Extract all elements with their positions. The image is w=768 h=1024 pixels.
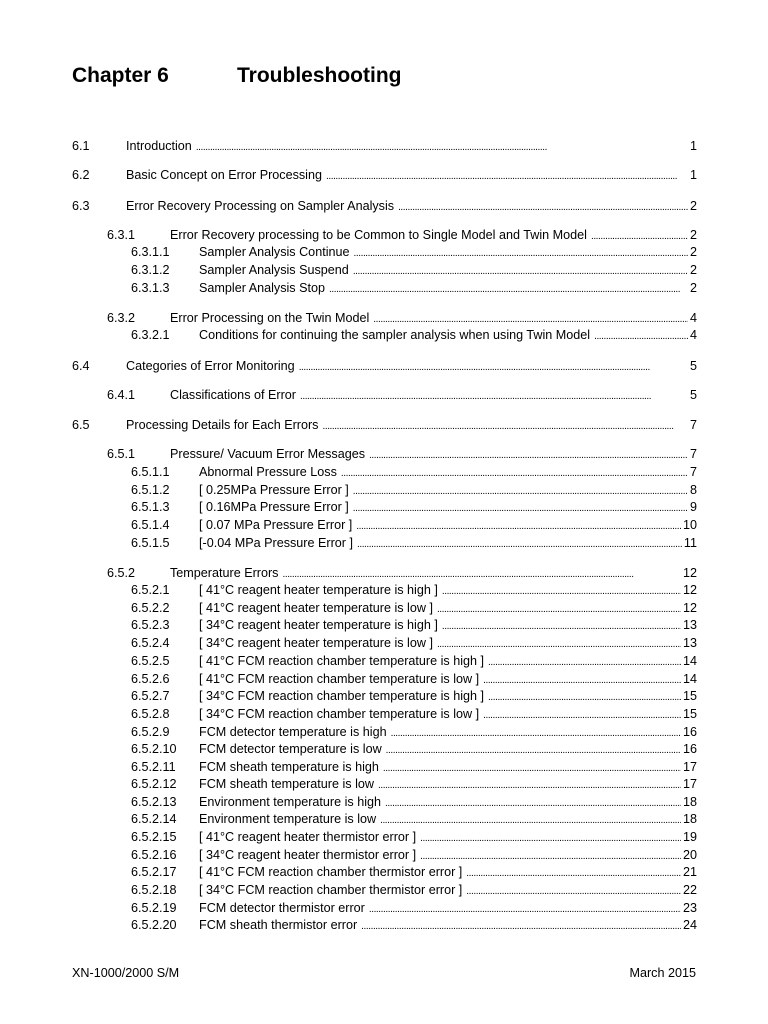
toc-title: [ 34°C reagent heater temperature is high ] <box>199 618 438 632</box>
toc-dot-leader <box>341 464 688 482</box>
toc-page-number: 18 <box>682 812 697 826</box>
toc-number: 6.5.2.5 <box>131 654 170 668</box>
toc-entry[interactable] <box>107 446 697 462</box>
toc-title: Error Processing on the Twin Model <box>170 311 370 325</box>
toc-title: [ 0.25MPa Pressure Error ] <box>199 483 349 497</box>
toc-number: 6.5.2.6 <box>131 672 170 686</box>
chapter-title: Troubleshooting <box>237 64 402 87</box>
toc-number: 6.3 <box>72 199 90 213</box>
toc-number: 6.5.2 <box>107 566 136 580</box>
toc-page-number: 17 <box>682 760 697 774</box>
toc-dot-leader <box>442 617 681 635</box>
toc-number: 6.3.1 <box>107 228 136 242</box>
toc-title: FCM sheath temperature is low <box>199 777 374 791</box>
toc-title: [ 41°C reagent heater temperature is low ] <box>199 601 433 615</box>
toc-title: FCM detector temperature is low <box>199 742 382 756</box>
toc-dot-leader <box>353 262 688 280</box>
toc-page-number: 18 <box>682 795 697 809</box>
toc-entry[interactable] <box>131 482 697 498</box>
toc-page-number: 2 <box>689 228 697 242</box>
toc-number: 6.5.2.9 <box>131 725 170 739</box>
toc-title: FCM detector temperature is high <box>199 725 387 739</box>
toc-page-number: 14 <box>682 654 697 668</box>
toc-title: Classifications of Error <box>170 388 296 402</box>
toc-dot-leader <box>385 794 681 812</box>
toc-entry[interactable] <box>131 847 697 863</box>
toc-page-number: 2 <box>689 245 697 259</box>
toc-title: [ 0.07 MPa Pressure Error ] <box>199 518 353 532</box>
toc-title: [ 34°C FCM reaction chamber temperature is high ] <box>199 689 485 703</box>
toc-entry[interactable] <box>107 310 697 326</box>
toc-page-number: 4 <box>689 311 697 325</box>
toc-title: [ 34°C FCM reaction chamber thermistor error ] <box>199 883 463 897</box>
toc-title: [ 34°C reagent heater temperature is low ] <box>199 636 433 650</box>
toc-entry[interactable] <box>131 917 697 933</box>
toc-entry[interactable] <box>131 635 697 651</box>
toc-entry[interactable] <box>131 499 697 515</box>
toc-title: Sampler Analysis Stop <box>199 281 325 295</box>
toc-number: 6.2 <box>72 168 90 182</box>
toc-page-number: 21 <box>682 865 697 879</box>
toc-entry[interactable] <box>131 617 697 633</box>
toc-page-number: 7 <box>689 418 697 432</box>
toc-title: FCM detector thermistor error <box>199 901 365 915</box>
toc-entry[interactable] <box>72 417 697 433</box>
toc-page-number: 10 <box>682 518 697 532</box>
toc-dot-leader <box>483 706 681 724</box>
toc-title: Pressure/ Vacuum Error Messages <box>170 447 366 461</box>
toc-dot-leader <box>466 864 681 882</box>
toc-number: 6.5.2.13 <box>131 795 177 809</box>
toc-dot-leader <box>442 582 681 600</box>
toc-dot-leader <box>420 847 681 865</box>
toc-entry[interactable] <box>72 358 697 374</box>
toc-title: Abnormal Pressure Loss <box>199 465 337 479</box>
toc-title: [ 0.16MPa Pressure Error ] <box>199 500 349 514</box>
toc-entry[interactable] <box>72 198 697 214</box>
toc-dot-leader <box>466 882 681 900</box>
toc-number: 6.5.2.10 <box>131 742 177 756</box>
toc-title: [ 41°C FCM reaction chamber temperature is low ] <box>199 672 480 686</box>
toc-entry[interactable] <box>131 864 697 880</box>
toc-title: [ 41°C reagent heater thermistor error ] <box>199 830 417 844</box>
toc-number: 6.3.1.3 <box>131 281 170 295</box>
toc-entry[interactable] <box>107 565 697 581</box>
toc-number: 6.5.2.11 <box>131 760 176 774</box>
toc-entry[interactable] <box>131 327 697 343</box>
toc-number: 6.5.2.14 <box>131 812 177 826</box>
toc-entry[interactable] <box>72 167 697 183</box>
toc-number: 6.5 <box>72 418 90 432</box>
toc-page-number: 5 <box>689 359 697 373</box>
toc-dot-leader <box>483 671 681 689</box>
toc-dot-leader <box>591 227 688 245</box>
toc-entry[interactable] <box>131 724 697 740</box>
toc-entry[interactable] <box>131 464 697 480</box>
toc-entry[interactable] <box>131 280 697 296</box>
toc-dot-leader <box>353 482 688 500</box>
toc-dot-leader <box>300 387 688 405</box>
toc-dot-leader <box>322 417 688 435</box>
toc-entry[interactable] <box>131 582 697 598</box>
toc-dot-leader <box>383 759 681 777</box>
toc-number: 6.5.2.17 <box>131 865 177 879</box>
toc-number: 6.5.1.3 <box>131 500 170 514</box>
toc-page-number: 1 <box>689 168 697 182</box>
toc-page-number: 12 <box>682 601 697 615</box>
toc-dot-leader <box>398 198 688 216</box>
toc-entry[interactable] <box>131 653 697 669</box>
toc-number: 6.1 <box>72 139 90 153</box>
toc-title: Basic Concept on Error Processing <box>126 168 322 182</box>
toc-number: 6.5.2.3 <box>131 618 170 632</box>
toc-entry[interactable] <box>107 227 697 243</box>
toc-title: Temperature Errors <box>170 566 279 580</box>
toc-title: [ 41°C reagent heater temperature is high ] <box>199 583 438 597</box>
toc-page-number: 2 <box>689 263 697 277</box>
toc-number: 6.5.2.7 <box>131 689 170 703</box>
toc-page-number: 23 <box>682 901 697 915</box>
toc-dot-leader <box>354 244 688 262</box>
toc-number: 6.5.1.1 <box>131 465 170 479</box>
toc-dot-leader <box>369 446 688 464</box>
toc-page-number: 1 <box>689 139 697 153</box>
toc-page-number: 7 <box>689 447 697 461</box>
toc-dot-leader <box>488 653 681 671</box>
toc-dot-leader <box>299 358 688 376</box>
chapter-label: Chapter 6 <box>72 64 169 87</box>
toc-dot-leader <box>488 688 681 706</box>
toc-dot-leader <box>380 811 681 829</box>
toc-title: Categories of Error Monitoring <box>126 359 295 373</box>
toc-entry[interactable] <box>131 882 697 898</box>
toc-number: 6.5.1 <box>107 447 136 461</box>
toc-page-number: 8 <box>689 483 697 497</box>
toc-title: Sampler Analysis Continue <box>199 245 350 259</box>
toc-number: 6.5.2.18 <box>131 883 177 897</box>
toc-number: 6.5.2.2 <box>131 601 170 615</box>
toc-page-number: 11 <box>683 536 697 550</box>
toc-entry[interactable] <box>131 688 697 704</box>
toc-entry[interactable] <box>131 741 697 757</box>
toc-page-number: 7 <box>689 465 697 479</box>
toc-page-number: 22 <box>682 883 697 897</box>
toc-page-number: 12 <box>682 566 697 580</box>
toc-number: 6.5.2.1 <box>131 583 170 597</box>
toc-title: FCM sheath thermistor error <box>199 918 358 932</box>
toc-entry[interactable] <box>131 776 697 792</box>
toc-page-number: 9 <box>689 500 697 514</box>
toc-entry[interactable] <box>131 900 697 916</box>
toc-dot-leader <box>329 280 688 298</box>
toc-number: 6.5.2.8 <box>131 707 170 721</box>
toc-number: 6.4 <box>72 359 90 373</box>
toc-title: [ 34°C reagent heater thermistor error ] <box>199 848 417 862</box>
toc-entry[interactable] <box>131 706 697 722</box>
toc-page-number: 19 <box>682 830 697 844</box>
toc-entry[interactable] <box>131 811 697 827</box>
toc-dot-leader <box>282 565 681 583</box>
chapter-heading <box>72 64 672 92</box>
toc-number: 6.3.2 <box>107 311 136 325</box>
toc-page-number: 24 <box>682 918 697 932</box>
toc-dot-leader <box>437 600 681 618</box>
toc-page-number: 13 <box>682 636 697 650</box>
toc-entry[interactable] <box>72 138 697 154</box>
toc-title: FCM sheath temperature is high <box>199 760 379 774</box>
toc-title: [ 41°C FCM reaction chamber thermistor error ] <box>199 865 463 879</box>
toc-title: Introduction <box>126 139 192 153</box>
toc-dot-leader <box>386 741 681 759</box>
footer-manual-id: XN-1000/2000 S/M <box>72 966 180 980</box>
toc-entry[interactable] <box>131 759 697 775</box>
toc-page-number: 4 <box>689 328 697 342</box>
toc-title: Environment temperature is high <box>199 795 382 809</box>
toc-page-number: 20 <box>682 848 697 862</box>
toc-dot-leader <box>391 724 681 742</box>
toc-title: Sampler Analysis Suspend <box>199 263 349 277</box>
toc-title: Error Recovery processing to be Common to Single Model and Twin Model <box>170 228 587 242</box>
toc-number: 6.5.2.19 <box>131 901 177 915</box>
toc-number: 6.4.1 <box>107 388 136 402</box>
toc-page-number: 14 <box>682 672 697 686</box>
toc-page-number: 5 <box>689 388 697 402</box>
toc-title: [ 41°C FCM reaction chamber temperature is high ] <box>199 654 485 668</box>
toc-dot-leader <box>369 900 681 918</box>
toc-dot-leader <box>378 776 681 794</box>
toc-title: Processing Details for Each Errors <box>126 418 319 432</box>
toc-number: 6.3.2.1 <box>131 328 170 342</box>
toc-dot-leader <box>361 917 681 935</box>
toc-number: 6.3.1.1 <box>131 245 170 259</box>
toc-entry[interactable] <box>131 671 697 687</box>
toc-dot-leader <box>594 327 688 345</box>
toc-page-number: 2 <box>689 199 697 213</box>
toc-number: 6.5.2.20 <box>131 918 177 932</box>
toc-dot-leader <box>437 635 681 653</box>
toc-title: Environment temperature is low <box>199 812 377 826</box>
toc-entry[interactable] <box>131 535 697 551</box>
toc-number: 6.5.1.4 <box>131 518 170 532</box>
toc-entry[interactable] <box>131 517 697 533</box>
toc-dot-leader <box>326 167 688 185</box>
toc-entry[interactable] <box>131 262 697 278</box>
toc-dot-leader <box>356 517 681 535</box>
toc-number: 6.3.1.2 <box>131 263 170 277</box>
toc-page-number: 12 <box>682 583 697 597</box>
toc-title: Conditions for continuing the sampler analysis when using Twin Model <box>199 328 591 342</box>
footer-date: March 2015 <box>629 966 696 980</box>
toc-page-number: 17 <box>682 777 697 791</box>
toc-title: Error Recovery Processing on Sampler Analysis <box>126 199 395 213</box>
toc-page-number: 15 <box>682 707 697 721</box>
toc-title: [-0.04 MPa Pressure Error ] <box>199 536 353 550</box>
toc-page-number: 2 <box>689 281 697 295</box>
toc-number: 6.5.2.4 <box>131 636 170 650</box>
toc-page-number: 13 <box>682 618 697 632</box>
toc-entry[interactable] <box>131 244 697 260</box>
toc-page-number: 16 <box>682 725 697 739</box>
toc-entry[interactable] <box>131 829 697 845</box>
toc-number: 6.5.1.5 <box>131 536 170 550</box>
toc-number: 6.5.1.2 <box>131 483 170 497</box>
toc-dot-leader <box>196 138 688 156</box>
toc-dot-leader <box>420 829 681 847</box>
toc-number: 6.5.2.15 <box>131 830 177 844</box>
toc-title: [ 34°C FCM reaction chamber temperature is low ] <box>199 707 480 721</box>
toc-dot-leader <box>353 499 688 517</box>
toc-entry[interactable] <box>107 387 697 403</box>
toc-page-number: 15 <box>682 689 697 703</box>
toc-dot-leader <box>357 535 682 553</box>
toc-number: 6.5.2.12 <box>131 777 177 791</box>
toc-page-number: 16 <box>682 742 697 756</box>
toc-dot-leader <box>373 310 688 328</box>
toc-entry[interactable] <box>131 794 697 810</box>
toc-number: 6.5.2.16 <box>131 848 177 862</box>
toc-entry[interactable] <box>131 600 697 616</box>
